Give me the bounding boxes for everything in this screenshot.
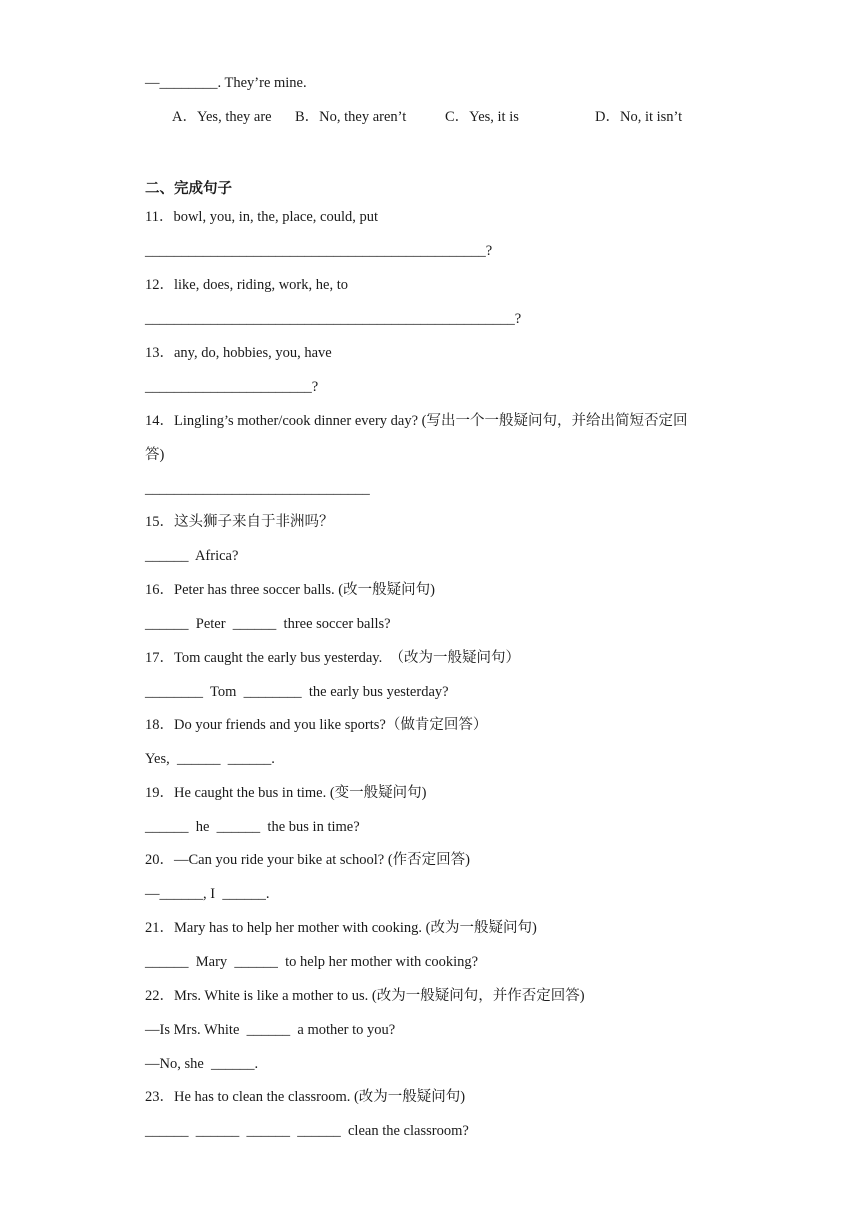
q16-prompt: 16．Peter has three soccer balls. (改一般疑问句) xyxy=(145,582,435,598)
q16-blank: ______ Peter ______ three soccer balls? xyxy=(145,616,391,632)
q12-prompt: 12．like, does, riding, work, he, to xyxy=(145,277,348,293)
q11-blank: _______________________________________________? xyxy=(145,243,493,259)
q18-blank: Yes, ______ ______. xyxy=(145,751,275,767)
q13-prompt: 13．any, do, hobbies, you, have xyxy=(145,345,332,361)
q10-option-a: A．Yes, they are xyxy=(172,109,272,125)
q17-blank: ________ Tom ________ the early bus yesterday? xyxy=(145,684,449,700)
q21-prompt: 21．Mary has to help her mother with cooking. (改为一般疑问句) xyxy=(145,920,537,936)
q21-blank: ______ Mary ______ to help her mother with cooking? xyxy=(145,954,479,970)
q20-blank: —______, I ______. xyxy=(145,886,270,902)
q14-blank: _______________________________ xyxy=(145,481,370,497)
q15-prompt: 15．这头狮子来自于非洲吗？ xyxy=(145,514,334,530)
q10-option-d: D．No, it isn’t xyxy=(595,109,683,125)
q22-blank-1: —Is Mrs. White ______ a mother to you? xyxy=(145,1022,396,1038)
q10-option-b: B．No, they aren’t xyxy=(295,109,407,125)
q11-prompt: 11．bowl, you, in, the, place, could, put xyxy=(145,209,379,225)
q10-answer-line: —________. They’re mine. xyxy=(145,75,307,91)
q20-prompt: 20．—Can you ride your bike at school? (作否定回答) xyxy=(145,852,470,868)
q12-blank: ___________________________________________________? xyxy=(145,311,522,327)
q23-prompt: 23．He has to clean the classroom. (改为一般疑问句) xyxy=(145,1089,466,1105)
q17-prompt: 17．Tom caught the early bus yesterday. （改为一般疑问句） xyxy=(145,650,520,666)
q15-blank: ______ Africa? xyxy=(145,548,239,564)
q14-prompt: 14．Lingling’s mother/cook dinner every day? (写出一个一般疑问句，并给出简短否定回 xyxy=(145,413,688,429)
q23-blank: ______ ______ ______ ______ clean the classroom? xyxy=(145,1123,469,1139)
q19-prompt: 19．He caught the bus in time. (变一般疑问句) xyxy=(145,785,427,801)
q13-blank: _______________________? xyxy=(145,379,319,395)
section-heading: 二、完成句子 xyxy=(145,181,232,197)
q18-prompt: 18．Do your friends and you like sports?（做肯定回答） xyxy=(145,717,488,733)
q22-prompt: 22．Mrs. White is like a mother to us. (改为一般疑问句，并作否定回答) xyxy=(145,988,585,1004)
q10-option-c: C．Yes, it is xyxy=(445,109,519,125)
q19-blank: ______ he ______ the bus in time? xyxy=(145,819,360,835)
q14-prompt-cont: 答) xyxy=(145,447,165,463)
q22-blank-2: —No, she ______. xyxy=(145,1056,259,1072)
